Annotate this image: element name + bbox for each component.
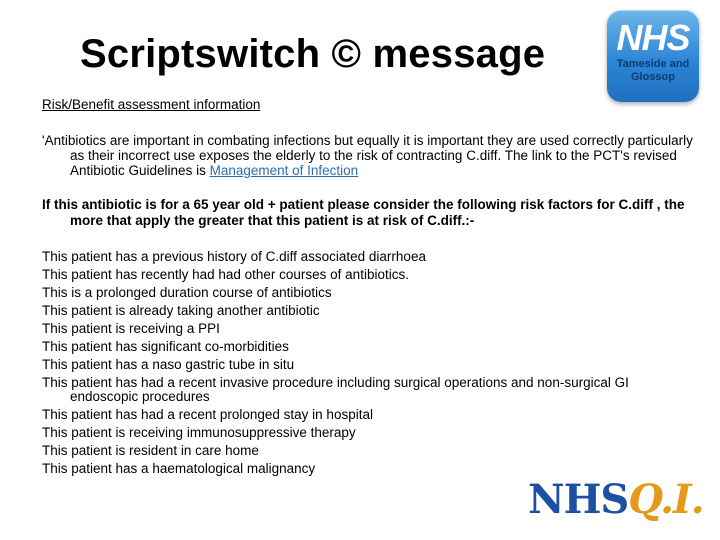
list-item: This patient is resident in care home [42, 443, 259, 458]
nhs-logo-brand: NHS [616, 17, 690, 58]
risk-factor-list [42, 248, 692, 478]
list-item: This patient has a naso gastric tube in situ [42, 357, 295, 372]
nhs-tameside-logo [607, 10, 699, 102]
antibiotics-paragraph [42, 133, 710, 178]
nhs-qi-logo-part1: NHS [528, 476, 629, 523]
nhs-qi-logo [528, 478, 704, 522]
list-item: This patient has a haematological malignancy [42, 461, 316, 476]
nhs-logo-organisation: Tameside and Glossop [616, 58, 690, 83]
risk-factor-intro: If this antibiotic is for a 65 year old + patient please consider the following risk factors for C.diff , the more that apply the greater that this patient is at risk of C.diff.:- [42, 197, 685, 228]
management-of-infection-link[interactable]: Management of Infection [209, 163, 359, 178]
list-item: This is a prolonged duration course of antibiotics [42, 285, 332, 300]
list-item: This patient has had a recent prolonged stay in hospital [42, 407, 373, 422]
list-item: This patient has recently had had other courses of antibiotics. [42, 267, 409, 282]
list-item: This patient has a previous history of C.diff associated diarrhoea [42, 249, 426, 264]
list-item: This patient is receiving immunosuppressive therapy [42, 425, 356, 440]
antibiotics-paragraph-text: 'Antibiotics are important in combating infections but equally it is important they are used correctly particularly as their incorrect use exposes the elderly to the risk of contracting C.diff. The link to the PCT's revised Antibiotic Guidelines is [42, 133, 693, 178]
list-item: This patient has significant co-morbidities [42, 339, 289, 354]
list-item: This patient has had a recent invasive procedure including surgical operations and non-surgical GI endoscopic procedures [42, 375, 629, 404]
list-item: This patient is receiving a PPI [42, 321, 220, 336]
nhs-qi-logo-part2: Q.I. [628, 476, 704, 523]
list-item: This patient is already taking another antibiotic [42, 303, 320, 318]
slide-title: Scriptswitch © message [80, 32, 546, 76]
section-heading: Risk/Benefit assessment information [42, 97, 261, 112]
